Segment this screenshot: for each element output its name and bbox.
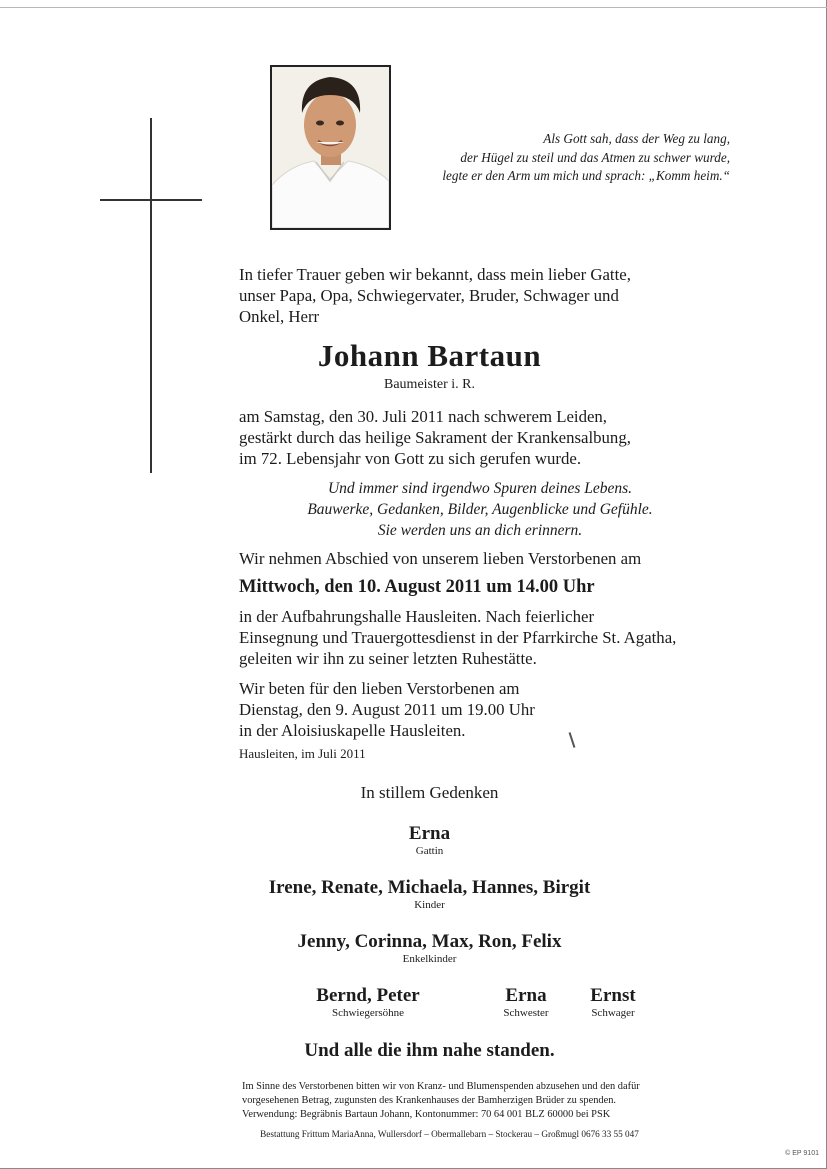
mourner-names: Erna	[505, 985, 547, 1006]
death-notice	[239, 406, 631, 469]
mourner-group-spouse	[0, 823, 827, 857]
top-rule	[0, 7, 827, 8]
mourner-role: Kinder	[414, 899, 445, 911]
footer-line: Verwendung: Begräbnis Bartaun Johann, Kontonummer: 70 64 001 BLZ 60000 bei PSK	[242, 1109, 611, 1120]
funeral-line: Einsegnung und Trauergottesdienst in der Pfarrkirche St. Agatha,	[239, 628, 677, 647]
intro-line: Onkel, Herr	[239, 307, 320, 326]
memorial-verse	[240, 478, 720, 541]
cross-vertical-bar	[150, 118, 152, 473]
prayer-line: Wir beten für den lieben Verstorbenen am	[239, 679, 520, 698]
prayer-notice	[239, 678, 535, 741]
quote-line: der Hügel zu steil und das Atmen zu schwer wurde,	[460, 149, 730, 165]
death-line: am Samstag, den 30. Juli 2011 nach schwerem Leiden,	[239, 407, 608, 426]
footer-line: vorgesehenen Betrag, zugunsten des Krankenhauses der Bamherzigen Brüder zu spenden.	[242, 1095, 617, 1106]
deceased-title: Baumeister i. R.	[384, 377, 475, 392]
prayer-line: Dienstag, den 9. August 2011 um 19.00 Uhr	[239, 700, 535, 719]
quote-line: Als Gott sah, dass der Weg zu lang,	[543, 131, 730, 146]
mourner-names: Jenny, Corinna, Max, Ron, Felix	[297, 931, 562, 952]
mourner-names: Erna	[408, 823, 451, 844]
mourner-group-grandchildren	[0, 931, 827, 965]
death-line: im 72. Lebensjahr von Gott zu sich gerufen wurde.	[239, 449, 582, 468]
intro-line: In tiefer Trauer geben wir bekannt, dass mein lieber Gatte,	[239, 265, 631, 284]
mourner-names: Bernd, Peter	[316, 985, 420, 1006]
announcement-intro	[239, 264, 631, 327]
verse-line: Bauwerke, Gedanken, Bilder, Augenblicke und Gefühle.	[307, 501, 653, 518]
mourner-group-brother-in-law	[575, 985, 651, 1019]
footer-line: Im Sinne des Verstorbenen bitten wir von Kranz- und Blumenspenden abzusehen und den dafür	[242, 1081, 640, 1092]
funeral-home-line: Bestattung Frittum MariaAnna, Wullersdorf – Obermallebarn – Stockerau – Großmugl 0676 33 55 047	[260, 1129, 639, 1139]
mourner-group-sons-in-law	[300, 985, 436, 1019]
funeral-date: Mittwoch, den 10. August 2011 um 14.00 Uhr	[239, 577, 595, 597]
opening-quote	[310, 130, 730, 186]
mourner-role: Schwester	[503, 1007, 549, 1019]
mourner-role: Enkelkinder	[402, 953, 457, 965]
closing-line: Und alle die ihm nahe standen.	[304, 1040, 555, 1061]
death-line: gestärkt durch das heilige Sakrament der Krankensalbung,	[239, 428, 631, 447]
funeral-details	[239, 606, 676, 669]
verse-line: Sie werden uns an dich erinnern.	[377, 522, 583, 539]
deceased-name: Johann Bartaun	[317, 338, 542, 373]
verse-line: Und immer sind irgendwo Spuren deines Lebens.	[327, 480, 633, 497]
mourner-role: Schwiegersöhne	[331, 1007, 405, 1019]
mourner-names: Ernst	[590, 985, 636, 1006]
funeral-line: in der Aufbahrungshalle Hausleiten. Nach feierlicher	[239, 607, 595, 626]
mourner-names: Irene, Renate, Michaela, Hannes, Birgit	[268, 877, 591, 898]
quote-line: legte er den Arm um mich und sprach: „Komm heim.“	[442, 168, 730, 183]
print-code: © EP 9101	[785, 1150, 819, 1157]
intro-line: unser Papa, Opa, Schwiegervater, Bruder, Schwager und	[239, 286, 619, 305]
funeral-line: geleiten wir ihn zu seiner letzten Ruhestätte.	[239, 649, 537, 668]
mourner-role: Schwager	[591, 1007, 635, 1019]
mourner-group-children	[0, 877, 827, 911]
donation-note	[242, 1080, 640, 1122]
mourner-role: Gattin	[415, 845, 444, 857]
mourners-heading: In stillem Gedenken	[360, 783, 499, 802]
farewell-intro: Wir nehmen Abschied von unserem lieben Verstorbenen am	[239, 549, 642, 568]
prayer-line: in der Aloisiuskapelle Hausleiten.	[239, 721, 466, 740]
place-and-date: Hausleiten, im Juli 2011	[239, 746, 366, 761]
mourner-group-sister	[486, 985, 566, 1019]
cross-horizontal-bar	[100, 199, 202, 201]
